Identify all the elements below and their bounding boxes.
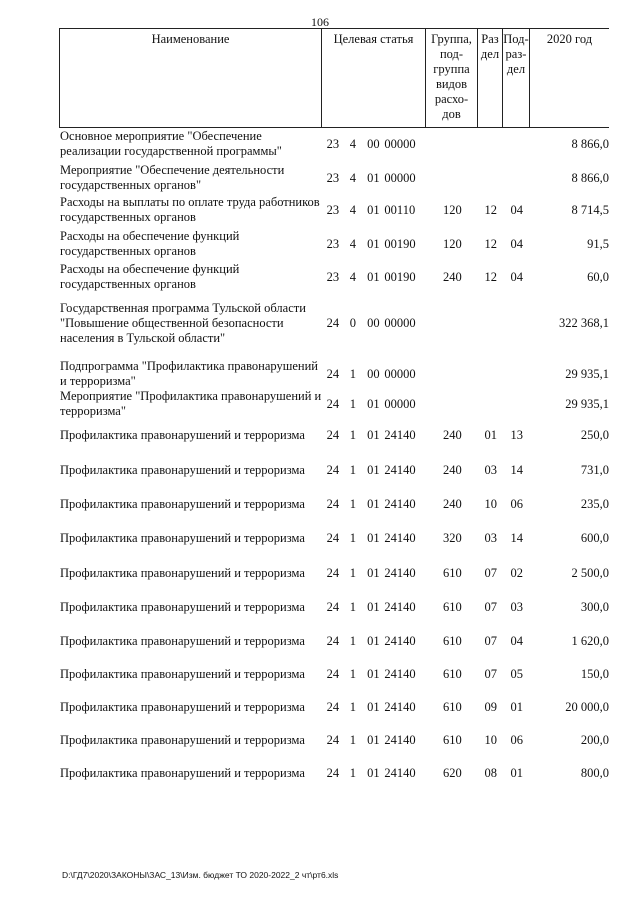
- table-row: [59, 695, 609, 719]
- row-target-article: [322, 733, 426, 748]
- row-code-program: 24: [326, 462, 340, 477]
- row-code-direction: 24140: [384, 565, 416, 580]
- row-target-article: [322, 463, 426, 478]
- row-subsection: 13: [510, 427, 523, 442]
- row-expense-group: 610: [442, 565, 462, 580]
- row-code-direction: 24140: [384, 496, 416, 511]
- row-code-subprogram: 4: [349, 202, 357, 217]
- row-target-article: [322, 137, 426, 152]
- row-name: Профилактика правонарушений и терроризма: [60, 699, 305, 714]
- row-name: Расходы на обеспечение функций государственных органов: [60, 262, 240, 291]
- row-code-event: 01: [367, 269, 380, 284]
- row-name: Профилактика правонарушений и терроризма: [60, 427, 305, 442]
- row-code-direction: 24140: [384, 427, 416, 442]
- row-code-event: 01: [367, 599, 380, 614]
- row-section: 09: [484, 699, 498, 714]
- row-target-article: [322, 497, 426, 512]
- row-subsection: 04: [510, 236, 523, 251]
- table-row: [59, 423, 609, 447]
- row-code-event: 01: [367, 396, 380, 411]
- row-code-direction: 24140: [384, 765, 416, 780]
- row-code-program: 24: [326, 427, 340, 442]
- header-year: 2020 год: [546, 32, 593, 46]
- row-name: Профилактика правонарушений и терроризма: [60, 565, 305, 580]
- row-section: 10: [484, 496, 498, 511]
- row-target-article: [322, 367, 426, 382]
- row-target-article: [322, 531, 426, 546]
- row-subsection: 04: [510, 633, 523, 648]
- row-expense-group: 610: [442, 666, 462, 681]
- row-subsection: 03: [510, 599, 523, 614]
- row-subsection: 14: [510, 462, 523, 477]
- row-expense-group: 240: [442, 462, 462, 477]
- row-code-program: 24: [326, 530, 340, 545]
- row-code-direction: 00000: [384, 170, 416, 185]
- row-code-program: 24: [326, 732, 340, 747]
- row-expense-group: 610: [442, 732, 462, 747]
- table-header: [59, 28, 609, 128]
- row-amount: 8 714,5: [571, 202, 609, 217]
- row-code-program: 23: [326, 269, 340, 284]
- row-code-subprogram: 1: [349, 699, 357, 714]
- row-code-program: 24: [326, 666, 340, 681]
- row-code-subprogram: 1: [349, 462, 357, 477]
- row-target-article: [322, 600, 426, 615]
- row-section: 07: [484, 666, 498, 681]
- row-name: Расходы на выплаты по оплате труда работников государственных органов: [60, 195, 320, 224]
- table-row: [59, 458, 609, 482]
- row-target-article: [322, 667, 426, 682]
- row-subsection: 01: [510, 765, 523, 780]
- row-amount: 2 500,0: [571, 565, 609, 580]
- table-row: [59, 761, 609, 785]
- row-code-subprogram: 1: [349, 599, 357, 614]
- row-section: 12: [484, 202, 498, 217]
- row-target-article: [322, 171, 426, 186]
- row-expense-group: 610: [442, 599, 462, 614]
- row-name: Профилактика правонарушений и терроризма: [60, 496, 305, 511]
- row-subsection: 05: [510, 666, 523, 681]
- row-code-subprogram: 1: [349, 427, 357, 442]
- row-section: 12: [484, 269, 498, 284]
- table-row: [59, 526, 609, 550]
- row-code-program: 23: [326, 136, 340, 151]
- row-name: Профилактика правонарушений и терроризма: [60, 530, 305, 545]
- row-subsection: 04: [510, 202, 523, 217]
- row-amount: 150,0: [580, 666, 609, 681]
- table-row: [59, 388, 609, 420]
- table-row: [59, 662, 609, 686]
- row-code-direction: 24140: [384, 599, 416, 614]
- row-subsection: 02: [510, 565, 523, 580]
- row-code-subprogram: 1: [349, 765, 357, 780]
- row-amount: 800,0: [580, 765, 609, 780]
- row-name: Подпрограмма "Профилактика правонарушений и терроризма": [60, 359, 318, 388]
- row-code-program: 24: [326, 565, 340, 580]
- row-code-direction: 00000: [384, 366, 416, 381]
- row-target-article: [322, 270, 426, 285]
- row-code-event: 01: [367, 202, 380, 217]
- row-code-direction: 24140: [384, 462, 416, 477]
- row-name: Профилактика правонарушений и терроризма: [60, 462, 305, 477]
- row-code-program: 24: [326, 765, 340, 780]
- row-target-article: [322, 766, 426, 781]
- row-name: Основное мероприятие "Обеспечение реализации государственной программы": [60, 129, 282, 158]
- row-expense-group: 120: [442, 202, 462, 217]
- row-code-subprogram: 1: [349, 396, 357, 411]
- header-subsection: Под- раз- дел: [503, 29, 530, 127]
- row-name: Профилактика правонарушений и терроризма: [60, 666, 305, 681]
- page-number: 106: [311, 15, 329, 29]
- row-code-event: 00: [367, 366, 380, 381]
- row-code-subprogram: 1: [349, 496, 357, 511]
- row-code-subprogram: 1: [349, 732, 357, 747]
- row-code-event: 00: [367, 136, 380, 151]
- row-section: 12: [484, 236, 498, 251]
- row-amount: 20 000,0: [565, 699, 609, 714]
- row-code-direction: 00190: [384, 236, 416, 251]
- row-amount: 8 866,0: [571, 136, 609, 151]
- table-row: [59, 128, 609, 160]
- table-row: [59, 228, 609, 260]
- row-code-subprogram: 1: [349, 530, 357, 545]
- row-target-article: [322, 700, 426, 715]
- row-code-event: 01: [367, 427, 380, 442]
- table-row: [59, 162, 609, 194]
- row-section: 07: [484, 599, 498, 614]
- row-amount: 1 620,0: [571, 633, 609, 648]
- row-section: 07: [484, 565, 498, 580]
- header-section: Раз дел: [478, 29, 503, 127]
- row-code-program: 24: [326, 496, 340, 511]
- row-code-event: 01: [367, 699, 380, 714]
- row-code-subprogram: 1: [349, 633, 357, 648]
- row-code-direction: 24140: [384, 633, 416, 648]
- row-code-subprogram: 0: [349, 315, 357, 330]
- row-name: Мероприятие "Профилактика правонарушений и терроризма": [60, 389, 322, 418]
- row-code-event: 01: [367, 170, 380, 185]
- row-code-direction: 00000: [384, 136, 416, 151]
- row-code-event: 01: [367, 236, 380, 251]
- table-row: [59, 492, 609, 516]
- row-code-event: 01: [367, 496, 380, 511]
- footer-file-path: D:\ГД7\2020\ЗАКОНЫ\ЗАС_13\Изм. бюджет ТО 2020-2022_2 чт\рт6.xls: [62, 870, 339, 880]
- header-expense-group: Группа, под- группа видов расхо- дов: [426, 29, 478, 127]
- row-target-article: [322, 203, 426, 218]
- row-amount: 300,0: [580, 599, 609, 614]
- row-name: Государственная программа Тульской области "Повышение общественной безопасности населения в Тульской области": [60, 300, 306, 345]
- row-expense-group: 240: [442, 496, 462, 511]
- row-amount: 91,5: [587, 236, 609, 251]
- row-code-program: 23: [326, 202, 340, 217]
- row-expense-group: 610: [442, 699, 462, 714]
- table-row: [59, 298, 609, 348]
- row-expense-group: 120: [442, 236, 462, 251]
- row-amount: 600,0: [580, 530, 609, 545]
- header-name: Наименование: [59, 29, 322, 127]
- row-code-program: 24: [326, 366, 340, 381]
- row-code-event: 01: [367, 530, 380, 545]
- row-code-direction: 00000: [384, 396, 416, 411]
- row-amount: 322 368,1: [559, 315, 609, 330]
- row-expense-group: 620: [442, 765, 462, 780]
- row-amount: 8 866,0: [571, 170, 609, 185]
- row-expense-group: 240: [442, 269, 462, 284]
- row-code-event: 01: [367, 633, 380, 648]
- row-code-event: 01: [367, 732, 380, 747]
- row-section: 03: [484, 462, 498, 477]
- row-section: 03: [484, 530, 498, 545]
- row-code-direction: 24140: [384, 699, 416, 714]
- header-target-article: Целевая статья: [322, 29, 426, 127]
- row-name: Мероприятие "Обеспечение деятельности государственных органов": [60, 163, 285, 192]
- row-amount: 60,0: [587, 269, 609, 284]
- row-expense-group: 320: [442, 530, 462, 545]
- row-expense-group: 610: [442, 633, 462, 648]
- table-row: [59, 561, 609, 585]
- row-code-direction: 24140: [384, 530, 416, 545]
- row-code-subprogram: 1: [349, 666, 357, 681]
- row-amount: 29 935,1: [565, 396, 609, 411]
- row-target-article: [322, 237, 426, 252]
- row-section: 10: [484, 732, 498, 747]
- row-code-subprogram: 4: [349, 269, 357, 284]
- row-code-program: 24: [326, 315, 340, 330]
- row-code-direction: 00190: [384, 269, 416, 284]
- row-name: Профилактика правонарушений и терроризма: [60, 633, 305, 648]
- row-code-event: 01: [367, 462, 380, 477]
- row-amount: 250,0: [580, 427, 609, 442]
- table-row: [59, 194, 609, 226]
- row-name: Профилактика правонарушений и терроризма: [60, 732, 305, 747]
- row-target-article: [322, 634, 426, 649]
- row-amount: 29 935,1: [565, 366, 609, 381]
- row-code-event: 01: [367, 765, 380, 780]
- table-row: [59, 629, 609, 653]
- row-code-subprogram: 1: [349, 565, 357, 580]
- row-code-direction: 00110: [384, 202, 416, 217]
- row-code-subprogram: 4: [349, 136, 357, 151]
- row-subsection: 06: [510, 732, 523, 747]
- row-subsection: 01: [510, 699, 523, 714]
- row-amount: 731,0: [580, 462, 609, 477]
- row-code-direction: 00000: [384, 315, 416, 330]
- row-code-program: 24: [326, 396, 340, 411]
- table-row: [59, 595, 609, 619]
- row-subsection: 04: [510, 269, 523, 284]
- row-code-subprogram: 4: [349, 236, 357, 251]
- table-row: [59, 728, 609, 752]
- row-code-program: 23: [326, 170, 340, 185]
- row-code-program: 24: [326, 699, 340, 714]
- row-code-event: 01: [367, 565, 380, 580]
- row-target-article: [322, 566, 426, 581]
- row-section: 07: [484, 633, 498, 648]
- table-row: [59, 358, 609, 390]
- row-section: 08: [484, 765, 498, 780]
- row-expense-group: 240: [442, 427, 462, 442]
- row-code-direction: 24140: [384, 666, 416, 681]
- row-section: 01: [484, 427, 498, 442]
- row-target-article: [322, 428, 426, 443]
- row-target-article: [322, 397, 426, 412]
- row-code-event: 01: [367, 666, 380, 681]
- budget-table: [59, 28, 609, 780]
- row-amount: 235,0: [580, 496, 609, 511]
- row-code-direction: 24140: [384, 732, 416, 747]
- row-name: Профилактика правонарушений и терроризма: [60, 765, 305, 780]
- row-target-article: [322, 316, 426, 331]
- row-amount: 200,0: [580, 732, 609, 747]
- row-subsection: 06: [510, 496, 523, 511]
- row-code-program: 23: [326, 236, 340, 251]
- table-row: [59, 261, 609, 293]
- row-code-subprogram: 1: [349, 366, 357, 381]
- row-name: Профилактика правонарушений и терроризма: [60, 599, 305, 614]
- row-name: Расходы на обеспечение функций государственных органов: [60, 229, 240, 258]
- row-subsection: 14: [510, 530, 523, 545]
- row-code-program: 24: [326, 599, 340, 614]
- row-code-subprogram: 4: [349, 170, 357, 185]
- row-code-program: 24: [326, 633, 340, 648]
- row-code-event: 00: [367, 315, 380, 330]
